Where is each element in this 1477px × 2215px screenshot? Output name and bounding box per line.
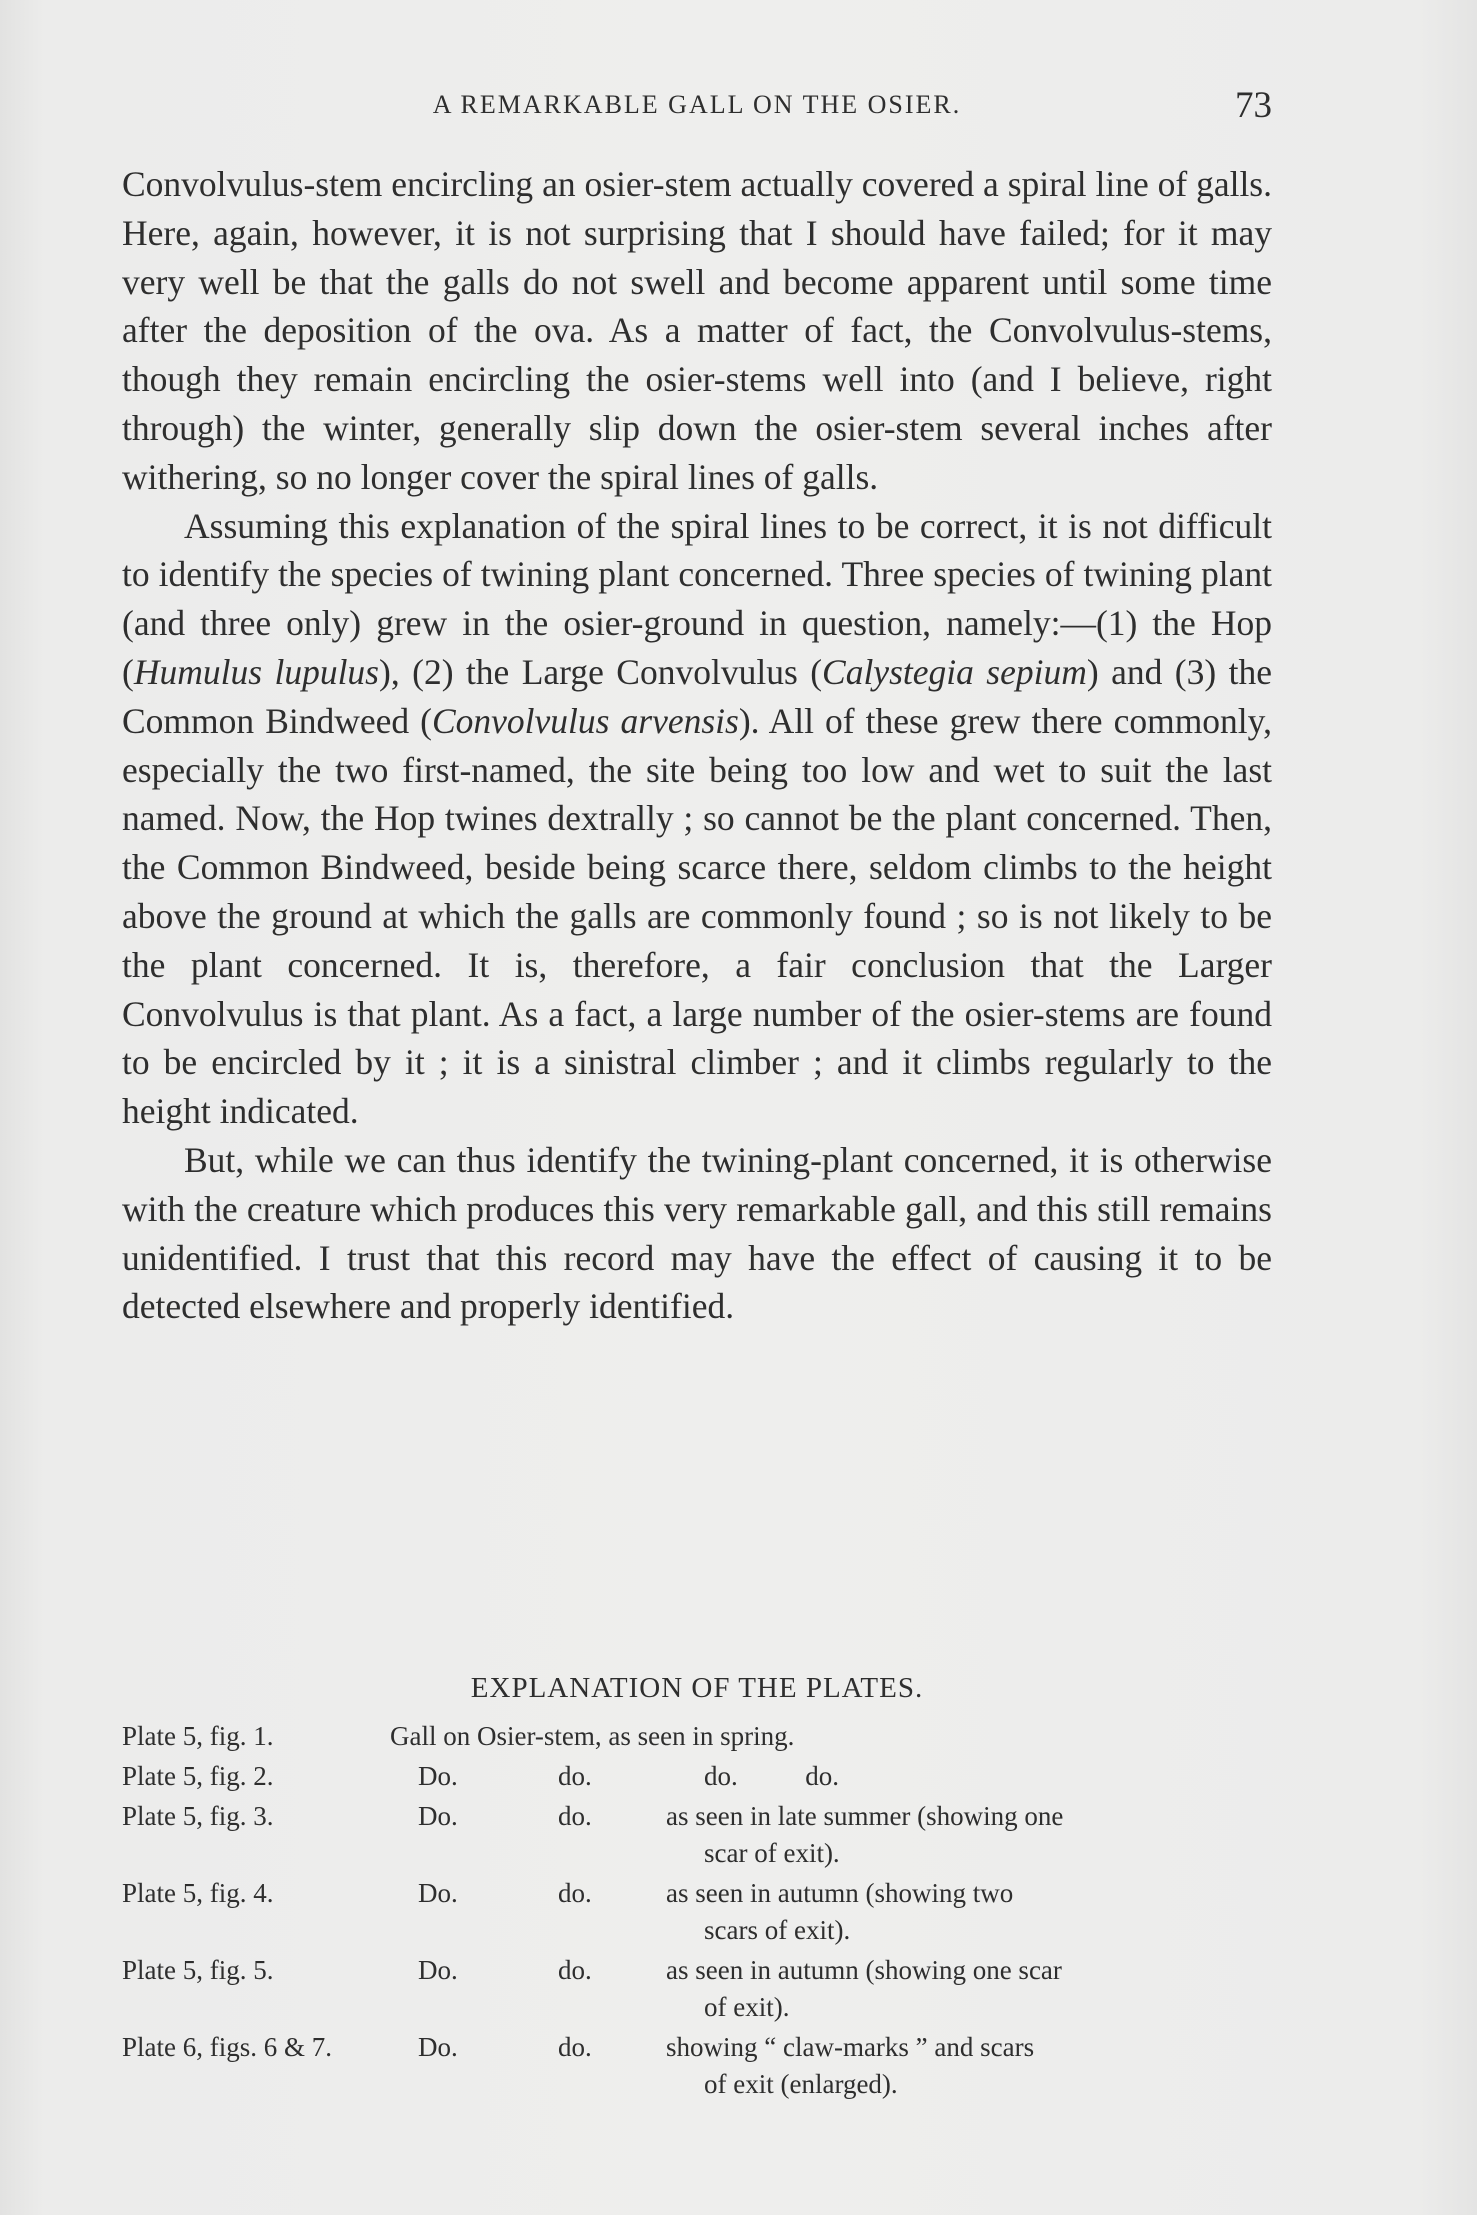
paragraph [122, 160, 1272, 502]
plate-ditto: Do. [418, 1801, 458, 1831]
plate-do: do. [558, 1878, 592, 1908]
plate-ref: Plate 5, fig. 3. [122, 1801, 274, 1831]
plate-row [122, 1952, 1272, 2029]
page-header [122, 84, 1272, 134]
plate-ref: Plate 5, fig. 1. [122, 1721, 274, 1751]
plate-desc-continuation: of exit (enlarged). [704, 2069, 898, 2099]
plate-ditto: Do. [418, 1878, 458, 1908]
plate-row [122, 1758, 1272, 1798]
plate-desc-line: as seen in autumn (showing one scar [666, 1955, 1062, 1985]
paragraph [122, 1136, 1272, 1331]
body-text [122, 160, 1272, 1331]
plate-desc-continuation: of exit). [704, 1992, 790, 2022]
plate-ref: Plate 5, fig. 2. [122, 1761, 274, 1791]
plate-ditto: Do. [418, 1761, 458, 1791]
text-segment: ), (2) the Large Convolvulus ( [379, 651, 823, 692]
plate-desc [666, 1952, 1272, 2029]
text-segment: ) and (3) the Common Bindweed ( [122, 651, 1272, 741]
plate-ref: Plate 5, fig. 4. [122, 1878, 274, 1908]
text-segment: But, while we can thus identify the twining-plant concerned, it is otherwise with the creature which produces this very remarkable gall, and this still remains unidentified. I trust that this record may have the effect of causing it to be detected elsewhere and properly identified. [122, 1139, 1272, 1327]
plate-do: do. [558, 2032, 592, 2062]
text-segment: Assuming this explanation of the spiral lines to be correct, it is not difficult to identify the species of twining plant concerned. Three species of twining plant (and three only) grew in the osier-ground in question, namely:—(1) the Hop ( [122, 505, 1272, 692]
plate-do: do. [558, 1955, 592, 1985]
plate-row [122, 2029, 1272, 2106]
plate-do: do. [558, 1801, 592, 1831]
plate-desc: Gall on Osier-stem, as seen in spring. [390, 1721, 795, 1751]
plate-desc-continuation: scars of exit). [704, 1915, 851, 1945]
plate-desc [666, 1798, 1272, 1875]
plate-row [122, 1798, 1272, 1875]
plate-desc [666, 1758, 1272, 1798]
plate-ditto: Do. [418, 1955, 458, 1985]
italic-text: Calystegia sepium [822, 651, 1087, 692]
plate-desc [666, 2029, 1272, 2106]
running-title: A REMARKABLE GALL ON THE OSIER. [432, 90, 962, 119]
plate-do: do. [558, 1761, 592, 1791]
plate-ref: Plate 5, fig. 5. [122, 1955, 274, 1985]
plate-desc [666, 1875, 1272, 1952]
plate-desc-line: showing “ claw-marks ” and scars [666, 2032, 1035, 2062]
plate-desc-line: as seen in late summer (showing one [666, 1801, 1064, 1831]
plate-desc-text: do. do. [704, 1761, 839, 1791]
paragraph [122, 502, 1272, 1136]
plate-desc-continuation: scar of exit). [704, 1838, 840, 1868]
plates-table [122, 1718, 1272, 2106]
plate-row [122, 1875, 1272, 1952]
italic-text: Convolvulus arvensis [432, 700, 739, 741]
plate-desc-line: as seen in autumn (showing two [666, 1878, 1014, 1908]
plate-row [122, 1718, 1272, 1758]
text-segment: Convolvulus-stem encircling an osier-stem actually covered a spiral line of galls. Here, again, however, it is not surprising that I should have failed; for it may very well be that the galls do not swell and become apparent until some time after the deposition of the ova. As a matter of fact, the Convolvulus-stems, though they remain encircling the osier-stems well into (and I believe, right through) the winter, generally slip down the osier-stem several inches after withering, so no longer cover the spiral lines of galls. [122, 164, 1272, 497]
text-segment: ). All of these grew there commonly, especially the two first-named, the site being too low and wet to suit the last named. Now, the Hop twines dextrally ; so cannot be the plant concerned. Then, the Common Bindweed, beside being scarce there, seldom climbs to the height above the ground at which the galls are commonly found ; so is not likely to be the plant concerned. It is, therefore, a fair conclusion that the Larger Convolvulus is that plant. As a fact, a large number of the osier-stems are found to be encircled by it ; it is a sinistral climber ; and it climbs regularly to the height indicated. [122, 700, 1272, 1132]
plates-heading: EXPLANATION OF THE PLATES. [470, 1672, 924, 1704]
plate-ref: Plate 6, figs. 6 & 7. [122, 2032, 332, 2062]
italic-text: Humulus lupulus [133, 651, 379, 692]
plate-ditto: Do. [418, 2032, 458, 2062]
page-number: 73 [1235, 85, 1272, 126]
